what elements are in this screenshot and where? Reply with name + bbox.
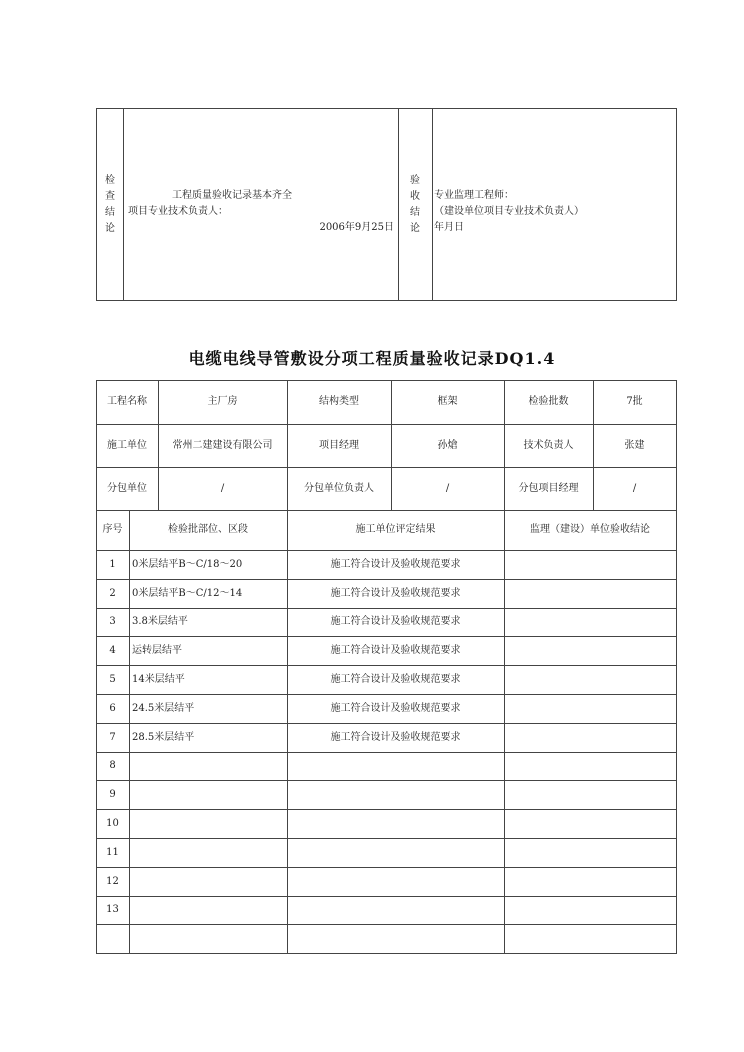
label-char: 检 xyxy=(105,175,115,186)
column-border xyxy=(504,608,505,637)
column-border xyxy=(504,665,505,695)
border xyxy=(398,108,399,301)
row-seq: 1 xyxy=(109,559,116,570)
row-seq: 7 xyxy=(109,732,116,743)
row-location: 0米层结平B～C/18～20 xyxy=(132,559,243,570)
column-border xyxy=(676,924,677,954)
header-seq: 序号 xyxy=(102,524,123,535)
border xyxy=(96,300,677,301)
row-seq: 8 xyxy=(109,760,116,771)
column-border xyxy=(504,723,505,753)
row-border xyxy=(96,752,677,753)
field-label: 结构类型 xyxy=(319,396,359,407)
row-seq: 9 xyxy=(109,789,116,800)
column-border xyxy=(504,838,505,868)
row-location: 运转层结平 xyxy=(132,645,182,656)
row-border xyxy=(96,780,677,781)
field-label: 技术负责人 xyxy=(523,440,574,451)
column-border xyxy=(504,867,505,897)
header-conclusion: 监理（建设）单位验收结论 xyxy=(530,524,650,535)
row-seq: 3 xyxy=(109,616,116,627)
field-label: 检验批数 xyxy=(528,396,569,407)
column-border xyxy=(504,694,505,724)
column-border xyxy=(504,636,505,666)
field-label: 分包单位 xyxy=(107,483,147,494)
row-border xyxy=(96,694,677,695)
row-seq: 4 xyxy=(109,645,116,656)
label-char: 论 xyxy=(410,223,420,234)
row-location: 0米层结平B～C/12～14 xyxy=(132,588,243,599)
column-border xyxy=(676,780,677,810)
row-result: 施工符合设计及验收规范要求 xyxy=(330,559,461,570)
header-result: 施工单位评定结果 xyxy=(355,524,436,535)
column-border xyxy=(129,780,130,810)
column-border xyxy=(676,665,677,695)
label-char: 查 xyxy=(105,191,115,202)
acceptance-conclusion-label xyxy=(408,173,422,237)
row-border xyxy=(96,896,677,897)
row-result: 施工符合设计及验收规范要求 xyxy=(330,588,461,599)
field-label: 项目经理 xyxy=(319,440,359,451)
field-label: 分包项目经理 xyxy=(518,483,579,494)
field-value: 孙熗 xyxy=(437,440,458,451)
row-seq: 13 xyxy=(106,904,119,915)
row-location: 14米层结平 xyxy=(132,674,185,685)
column-border xyxy=(676,636,677,666)
row-border xyxy=(96,838,677,839)
row-border xyxy=(96,608,677,609)
field-value: 框架 xyxy=(437,396,458,407)
field-label: 工程名称 xyxy=(107,396,147,407)
column-border xyxy=(504,752,505,781)
column-border xyxy=(504,896,505,925)
field-value: / xyxy=(632,483,637,494)
column-border xyxy=(129,752,130,781)
acceptance-date: 年月日 xyxy=(434,222,464,233)
inspection-date: 2006年9月25日 xyxy=(319,222,394,233)
column-border xyxy=(676,752,677,781)
row-location: 24.5米层结平 xyxy=(132,703,195,714)
row-seq: 11 xyxy=(106,847,119,858)
row-border xyxy=(96,510,677,511)
row-seq: 6 xyxy=(109,703,116,714)
row-result: 施工符合设计及验收规范要求 xyxy=(330,645,461,656)
row-border xyxy=(96,424,677,425)
column-border xyxy=(287,867,288,897)
project-tech-lead-label: 项目专业技术负责人： xyxy=(128,206,228,217)
row-border xyxy=(96,953,677,954)
column-border xyxy=(287,924,288,954)
row-border xyxy=(96,809,677,810)
border xyxy=(96,108,677,109)
column-border xyxy=(676,896,677,925)
field-label: 分包单位负责人 xyxy=(304,483,374,494)
border xyxy=(123,108,124,301)
field-value: 常州二建建设有限公司 xyxy=(172,440,273,451)
field-value: / xyxy=(220,483,225,494)
column-border xyxy=(676,867,677,897)
page-title: 电缆电线导管敷设分项工程质量验收记录DQ1.4 xyxy=(188,349,556,368)
column-border xyxy=(504,550,505,580)
label-char: 结 xyxy=(410,207,420,218)
column-border xyxy=(504,579,505,609)
column-border xyxy=(676,380,677,425)
column-border xyxy=(676,424,677,468)
column-border xyxy=(504,780,505,810)
column-border xyxy=(129,896,130,925)
quality-record-statement: 工程质量验收记录基本齐全 xyxy=(172,190,292,201)
column-border xyxy=(287,752,288,781)
column-border xyxy=(676,550,677,580)
header-location: 检验批部位、区段 xyxy=(168,524,248,535)
column-border xyxy=(676,467,677,511)
column-border xyxy=(129,809,130,839)
row-border xyxy=(96,636,677,637)
row-seq: 5 xyxy=(109,674,116,685)
column-border xyxy=(96,924,97,954)
column-border xyxy=(676,809,677,839)
row-border xyxy=(96,380,677,381)
owner-tech-lead-label: （建设单位项目专业技术负责人） xyxy=(434,206,584,217)
supervising-engineer-label: 专业监理工程师： xyxy=(434,190,514,201)
row-seq: 12 xyxy=(106,876,119,887)
field-value: 主厂房 xyxy=(207,396,238,407)
row-result: 施工符合设计及验收规范要求 xyxy=(330,674,461,685)
row-border xyxy=(96,924,677,925)
column-border xyxy=(129,924,130,954)
row-border xyxy=(96,579,677,580)
column-border xyxy=(676,579,677,609)
label-char: 论 xyxy=(105,223,115,234)
row-border xyxy=(96,867,677,868)
row-result: 施工符合设计及验收规范要求 xyxy=(330,732,461,743)
column-border xyxy=(287,780,288,810)
field-value: / xyxy=(445,483,450,494)
column-border xyxy=(287,838,288,868)
label-char: 结 xyxy=(105,207,115,218)
inspection-conclusion-label xyxy=(103,173,117,237)
row-border xyxy=(96,723,677,724)
row-result: 施工符合设计及验收规范要求 xyxy=(330,703,461,714)
row-location: 28.5米层结平 xyxy=(132,732,195,743)
field-value: 张建 xyxy=(624,440,645,451)
row-border xyxy=(96,550,677,551)
column-border xyxy=(676,723,677,753)
column-border xyxy=(287,896,288,925)
column-border xyxy=(129,867,130,897)
border xyxy=(676,108,677,301)
column-border xyxy=(287,809,288,839)
column-border xyxy=(676,510,677,551)
label-char: 验 xyxy=(410,175,420,186)
field-value: 7批 xyxy=(626,396,643,407)
row-seq: 10 xyxy=(106,818,119,829)
row-result: 施工符合设计及验收规范要求 xyxy=(330,616,461,627)
column-border xyxy=(129,838,130,868)
column-border xyxy=(504,924,505,954)
row-border xyxy=(96,467,677,468)
row-border xyxy=(96,665,677,666)
row-seq: 2 xyxy=(109,588,116,599)
field-label: 施工单位 xyxy=(107,440,147,451)
row-location: 3.8米层结平 xyxy=(132,616,188,627)
column-border xyxy=(676,838,677,868)
border xyxy=(96,108,97,301)
column-border xyxy=(676,694,677,724)
border xyxy=(432,108,433,301)
label-char: 收 xyxy=(410,191,420,202)
column-border xyxy=(676,608,677,637)
column-border xyxy=(504,809,505,839)
